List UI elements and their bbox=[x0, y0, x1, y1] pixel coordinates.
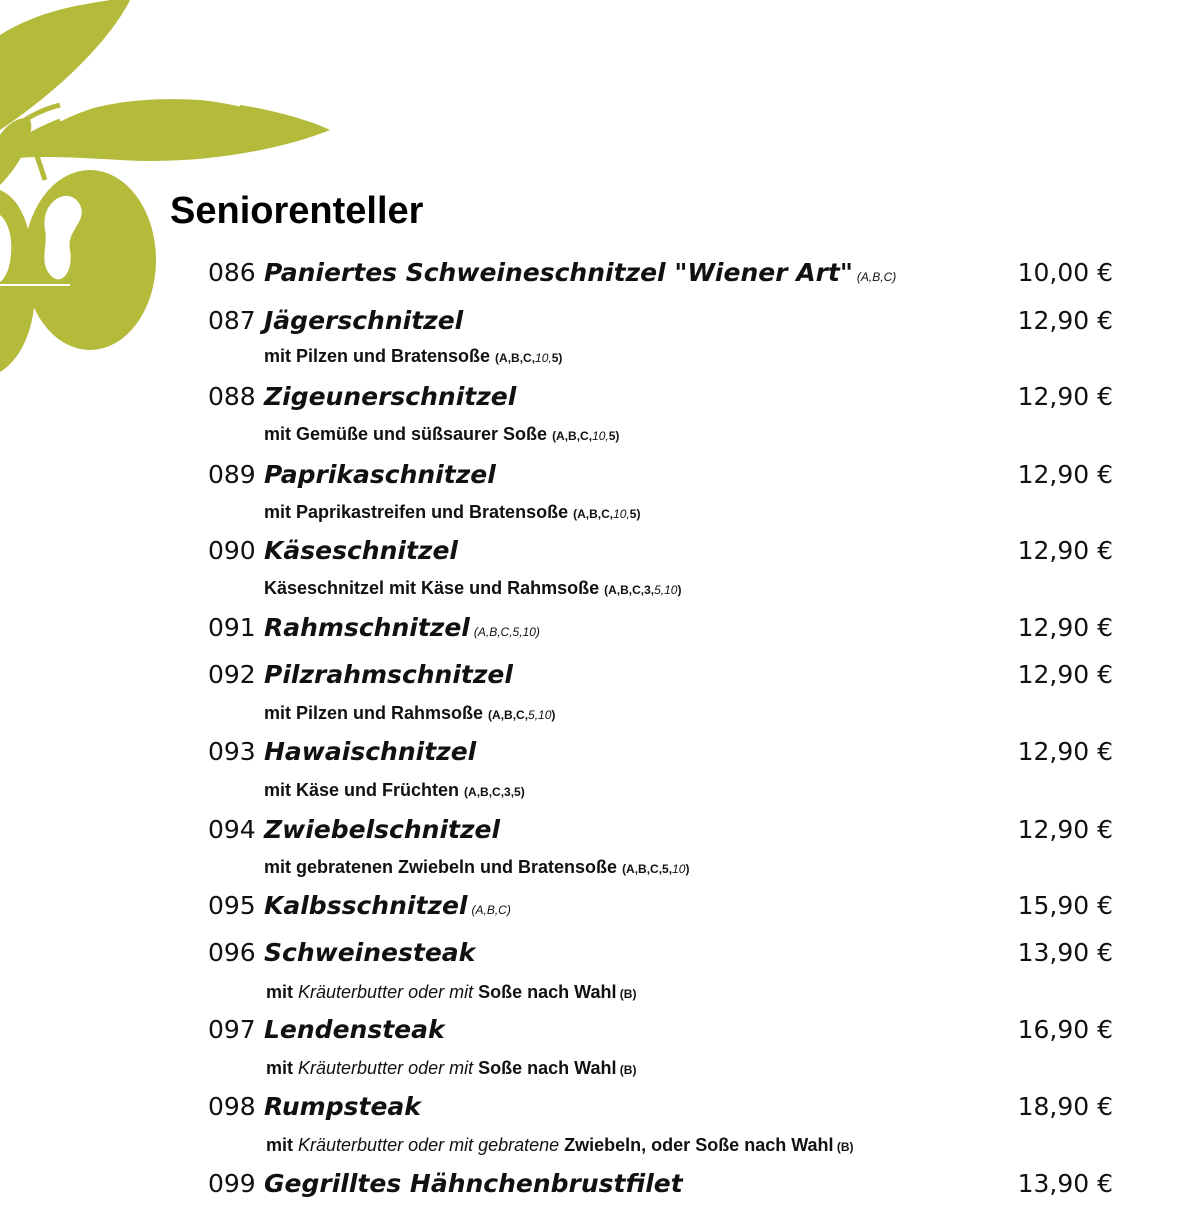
desc-allergens: (A,B,C,10,5) bbox=[573, 507, 641, 521]
item-number: 094 bbox=[208, 815, 256, 844]
desc-allergens-italic: 5,10 bbox=[654, 583, 678, 597]
menu-item bbox=[208, 382, 1113, 418]
item-description bbox=[264, 502, 640, 523]
menu-item bbox=[208, 306, 1113, 342]
item-name: Schweinesteak bbox=[264, 938, 476, 967]
item-price: 12,90 € bbox=[1017, 660, 1113, 689]
desc-text: Soße nach Wahl bbox=[478, 982, 617, 1002]
item-description bbox=[266, 1135, 854, 1156]
desc-text: mit Pilzen und Rahmsoße bbox=[264, 703, 489, 723]
desc-allergens: (A,B,C,5,10) bbox=[488, 708, 556, 722]
menu-item bbox=[208, 1015, 1113, 1051]
desc-text: Soße nach Wahl bbox=[478, 1058, 617, 1078]
desc-allergens: (A,B,C,10,5) bbox=[552, 429, 620, 443]
desc-allergens-end: ) bbox=[677, 583, 682, 597]
desc-text: mit Paprikastreifen und Bratensoße bbox=[264, 502, 574, 522]
menu-item bbox=[208, 938, 1113, 974]
section-title: Seniorenteller bbox=[170, 190, 424, 232]
item-number: 088 bbox=[208, 382, 256, 411]
menu-item bbox=[208, 258, 1113, 294]
desc-allergens-italic: 10, bbox=[535, 351, 552, 365]
desc-allergens: (A,B,C,10,5) bbox=[495, 351, 563, 365]
desc-allergens: (A,B,C,3,5) bbox=[464, 785, 525, 799]
desc-allergens: (B) bbox=[616, 1063, 637, 1077]
item-name: Käseschnitzel bbox=[264, 536, 458, 565]
desc-text-italic: Kräuterbutter oder mit bbox=[298, 982, 479, 1002]
desc-allergens-italic: 10, bbox=[592, 429, 609, 443]
item-price: 12,90 € bbox=[1017, 460, 1113, 489]
item-number: 086 bbox=[208, 258, 256, 287]
item-price: 12,90 € bbox=[1017, 815, 1113, 844]
item-allergens: (A,B,C,5,10) bbox=[473, 625, 540, 639]
item-description bbox=[266, 982, 636, 1003]
desc-allergens-end: ) bbox=[685, 862, 690, 876]
item-name: Kalbsschnitzel (A,B,C) bbox=[264, 891, 511, 920]
desc-allergens: (B) bbox=[833, 1140, 854, 1154]
item-name: Rahmschnitzel (A,B,C,5,10) bbox=[264, 613, 540, 642]
desc-text: mit Käse und Früchten bbox=[264, 780, 465, 800]
item-price: 12,90 € bbox=[1017, 306, 1113, 335]
desc-text: mit Pilzen und Bratensoße bbox=[264, 346, 496, 366]
desc-text: Zwiebeln, oder Soße nach Wahl bbox=[564, 1135, 834, 1155]
item-name: Pilzrahmschnitzel bbox=[264, 660, 513, 689]
item-description bbox=[264, 780, 525, 801]
menu-item bbox=[208, 1092, 1113, 1128]
item-description bbox=[264, 578, 681, 599]
item-number: 092 bbox=[208, 660, 256, 689]
item-number: 087 bbox=[208, 306, 256, 335]
desc-allergens-italic: 5,10 bbox=[528, 708, 552, 722]
desc-text-italic: Kräuterbutter oder mit bbox=[298, 1058, 479, 1078]
desc-allergens-end: 5) bbox=[608, 429, 620, 443]
item-description bbox=[264, 857, 689, 878]
item-name: Paniertes Schweineschnitzel "Wiener Art" (A,B,C) bbox=[264, 258, 897, 287]
item-number: 093 bbox=[208, 737, 256, 766]
menu-item bbox=[208, 660, 1113, 696]
item-price: 13,90 € bbox=[1017, 938, 1113, 967]
menu-item bbox=[208, 815, 1113, 851]
item-name: Gegrilltes Hähnchenbrustfilet bbox=[264, 1169, 683, 1198]
item-price: 12,90 € bbox=[1017, 737, 1113, 766]
item-name: Zigeunerschnitzel bbox=[264, 382, 517, 411]
desc-allergens: (A,B,C,5,10) bbox=[622, 862, 690, 876]
desc-allergens: (B) bbox=[616, 987, 637, 1001]
desc-allergens: (A,B,C,3,5,10) bbox=[604, 583, 682, 597]
item-allergens: (A,B,C) bbox=[856, 270, 897, 284]
desc-text: mit bbox=[266, 1135, 299, 1155]
item-name: Jägerschnitzel bbox=[264, 306, 464, 335]
desc-allergens-end: ) bbox=[551, 708, 556, 722]
desc-text: Käseschnitzel mit Käse und Rahmsoße bbox=[264, 578, 605, 598]
item-description bbox=[264, 424, 619, 445]
desc-text: mit bbox=[266, 982, 299, 1002]
item-price: 12,90 € bbox=[1017, 613, 1113, 642]
desc-allergens-italic: 10, bbox=[613, 507, 630, 521]
desc-allergens-end: 5) bbox=[629, 507, 641, 521]
item-price: 12,90 € bbox=[1017, 382, 1113, 411]
item-name: Paprikaschnitzel bbox=[264, 460, 496, 489]
item-price: 12,90 € bbox=[1017, 536, 1113, 565]
item-price: 10,00 € bbox=[1017, 258, 1113, 287]
item-price: 13,90 € bbox=[1017, 1169, 1113, 1198]
item-number: 091 bbox=[208, 613, 256, 642]
item-number: 096 bbox=[208, 938, 256, 967]
item-price: 16,90 € bbox=[1017, 1015, 1113, 1044]
desc-text-italic: Kräuterbutter oder mit gebratene bbox=[298, 1135, 565, 1155]
item-number: 090 bbox=[208, 536, 256, 565]
item-allergens: (A,B,C) bbox=[471, 903, 511, 917]
menu-item bbox=[208, 613, 1113, 649]
desc-text: mit Gemüße und süßsaurer Soße bbox=[264, 424, 553, 444]
desc-allergens-end: 5) bbox=[551, 351, 563, 365]
desc-text: mit bbox=[266, 1058, 299, 1078]
desc-text: mit gebratenen Zwiebeln und Bratensoße bbox=[264, 857, 623, 877]
item-number: 095 bbox=[208, 891, 256, 920]
menu-item bbox=[208, 460, 1113, 496]
item-description bbox=[264, 703, 555, 724]
item-number: 098 bbox=[208, 1092, 256, 1121]
item-description bbox=[264, 346, 562, 367]
menu-item bbox=[208, 536, 1113, 572]
item-name: Zwiebelschnitzel bbox=[264, 815, 501, 844]
item-number: 089 bbox=[208, 460, 256, 489]
item-price: 15,90 € bbox=[1017, 891, 1113, 920]
item-name: Lendensteak bbox=[264, 1015, 445, 1044]
menu-item bbox=[208, 891, 1113, 927]
menu-item bbox=[208, 737, 1113, 773]
item-description bbox=[266, 1058, 636, 1079]
item-price: 18,90 € bbox=[1017, 1092, 1113, 1121]
item-name: Hawaischnitzel bbox=[264, 737, 477, 766]
item-number: 099 bbox=[208, 1169, 256, 1198]
desc-allergens-italic: 10 bbox=[672, 862, 686, 876]
item-name: Rumpsteak bbox=[264, 1092, 421, 1121]
item-number: 097 bbox=[208, 1015, 256, 1044]
